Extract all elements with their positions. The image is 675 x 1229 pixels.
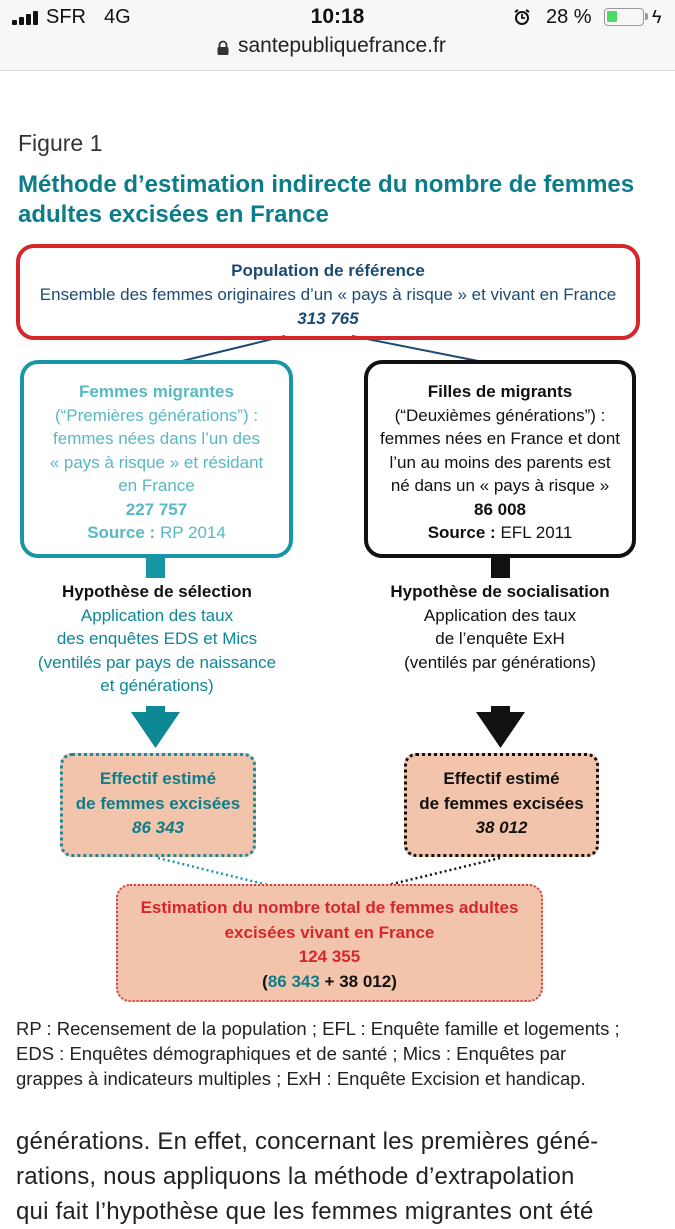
daughters-source: EFL 2011 [500,523,573,542]
legend-line: grappes à indicateurs multiples ; ExH : Enquête Excision et handicap. [16,1068,586,1089]
selection-line: des enquêtes EDS et Mics [56,629,258,648]
total-line1: Estimation du nombre total de femmes adultes [140,898,519,917]
migrants-value: 227 757 [125,499,188,519]
total-value: 124 355 [298,947,361,966]
connector-migrants-stub [146,558,165,578]
migrants-line: « pays à risque » et résidant [49,452,264,472]
paragraph-line: générations. En effet, concernant les premières géné- [16,1128,599,1155]
migrants-line: (“Premières générations”) : [54,405,259,425]
address-bar-url[interactable]: santepubliquefrance.fr [238,34,446,57]
migrant-women-box [20,360,293,558]
daughters-line: (“Deuxièmes générations”) : [394,405,606,425]
daughters-title: Filles de migrants [427,382,573,401]
charging-icon: ϟ [652,7,662,27]
estimate-daughters-box [404,753,599,857]
selection-line: et générations) [100,676,214,695]
reference-title: Population de référence [231,261,425,280]
connector-daughters-stub [491,558,510,578]
estimate-left-value: 86 343 [132,818,184,837]
legend-line: EDS : Enquêtes démographiques et de santé ; Mics : Enquêtes par [16,1043,567,1064]
figure-label: Figure 1 [18,130,103,156]
migrants-title: Femmes migrantes [79,382,234,401]
estimate-right-line1: Effectif estimé [443,769,560,788]
arrow-down-left-icon [131,706,180,748]
reference-description: Ensemble des femmes originaires d’un « pays à risque » et vivant en France [39,285,617,304]
clock: 10:18 [310,5,365,28]
figure-title: Méthode d’estimation indirecte du nombre de femmes adultes excisées en France [18,171,635,228]
daughters-source-label: Source : [427,523,496,542]
connector-est-left-total [158,858,272,886]
arrow-down-right-icon [476,706,525,748]
total-part2: 38 012 [339,971,392,991]
carrier-name: SFR [46,6,86,28]
estimate-migrants-box [60,753,256,857]
figure-legend [16,1016,661,1091]
selection-line: Application des taux [80,605,234,625]
reference-population-box [16,244,640,340]
migrants-line: femmes nées dans l’un des [53,429,260,448]
daughters-value: 86 008 [474,499,526,519]
battery-percent: 28 % [546,6,592,28]
daughters-of-migrants-box [364,360,636,558]
estimate-left-line2: de femmes excisées [75,793,241,813]
total-part1: 86 343 [267,971,320,991]
selection-line: (ventilés par pays de naissance [37,652,277,672]
estimate-left-line1: Effectif estimé [99,769,217,788]
reference-value: 313 765 [297,309,359,328]
estimate-right-line2: de femmes excisées [419,793,584,813]
paragraph-line: qui fait l’hypothèse que les femmes migrantes ont été [16,1198,594,1225]
total-open-paren: ( [262,971,268,991]
socialisation-title: Hypothèse de socialisation [390,582,610,601]
migrants-source-label: Source : [87,523,156,542]
migrants-source: RP 2014 [159,523,226,542]
total-plus: + [319,971,340,991]
socialisation-hypothesis [366,580,634,674]
daughters-line: l’un au moins des parents est [389,452,611,472]
paragraph-line: rations, nous appliquons la méthode d’extrapolation [16,1163,575,1190]
daughters-line: né dans un « pays à risque » [390,476,610,495]
daughters-line: femmes nées en France et dont [379,429,621,448]
selection-hypothesis [22,580,292,698]
network-type: 4G [104,6,131,28]
total-close-paren: ) [391,971,397,991]
socialisation-line: Application des taux [423,605,577,625]
migrants-line: en France [118,476,195,495]
legend-line: RP : Recensement de la population ; EFL : Enquête famille et logements ; [16,1018,620,1039]
estimate-right-value: 38 012 [475,818,528,837]
connector-est-right-total [384,858,500,886]
socialisation-line: de l’enquête ExH [435,629,565,648]
selection-title: Hypothèse de sélection [62,582,252,601]
total-estimate-box [116,884,543,1002]
total-line2: excisées vivant en France [224,922,435,942]
socialisation-line: (ventilés par générations) [404,652,596,672]
article-paragraph [16,1124,666,1229]
